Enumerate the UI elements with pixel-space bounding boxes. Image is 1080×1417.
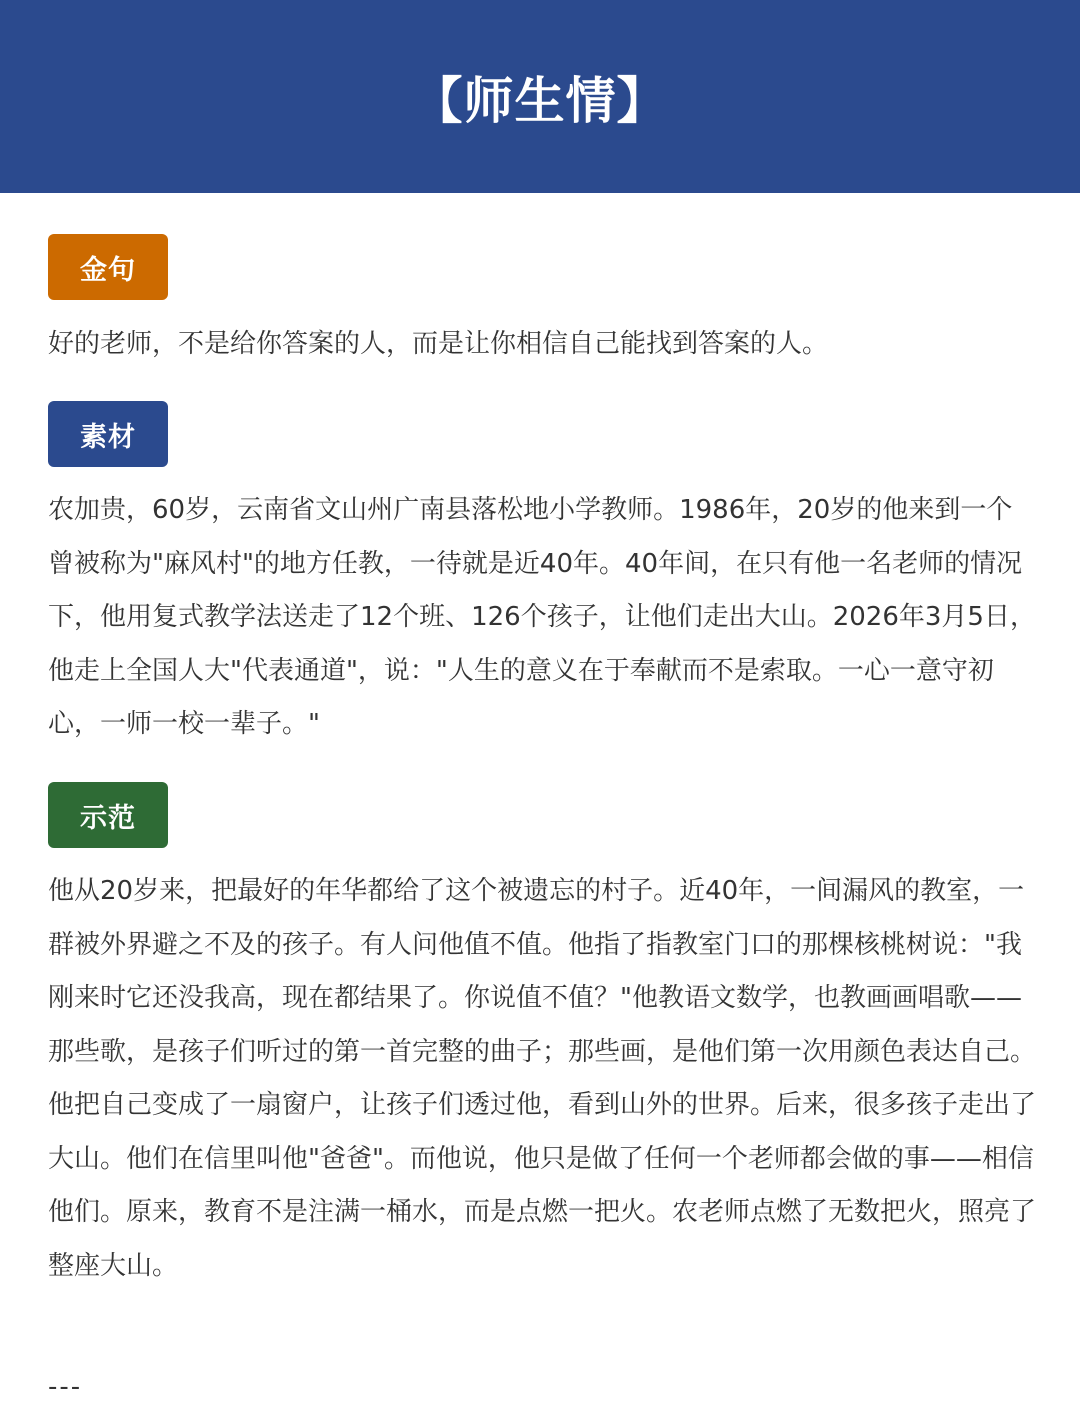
section-tag-demonstration: 示范 bbox=[48, 782, 168, 848]
page-title: 【师生情】 bbox=[412, 71, 668, 130]
section-tag-material: 素材 bbox=[48, 401, 168, 467]
section-tag-golden-quote: 金句 bbox=[48, 234, 168, 300]
demonstration-text: 他从20岁来，把最好的年华都给了这个被遗忘的村子。近40年，一间漏风的教室，一群被外界避之不及的孩子。有人问他值不值。他指了指教室门口的那棵核桃树说："我刚来时它还没我高，现在都结果了。你说值不值？"他教语文数学，也教画画唱歌——那些歌，是孩子们听过的第一首完整的曲子；那些画，是他们第一次用颜色表达自己。他把自己变成了一扇窗户，让孩子们透过他，看到山外的世界。后来，很多孩子走出了大山。他们在信里叫他"爸爸"。而他说，他只是做了任何一个老师都会做的事——相信他们。原来，教育不是注满一桶水，而是点燃一把火。农老师点燃了无数把火，照亮了整座大山。 bbox=[48, 876, 1037, 1281]
golden-quote-text: 好的老师，不是给你答案的人，而是让你相信自己能找到答案的人。 bbox=[48, 329, 829, 359]
footer-divider: --- bbox=[48, 1372, 83, 1402]
material-text: 农加贵，60岁，云南省文山州广南县落松地小学教师。1986年，20岁的他来到一个曾被称为"麻风村"的地方任教，一待就是近40年。40年间，在只有他一名老师的情况下，他用复式教学法送走了12个班、126个孩子，让他们走出大山。2026年3月5日，他走上全国人大"代表通道"，说："人生的意义在于奉献而不是索取。一心一意守初心，一师一校一辈子。" bbox=[48, 495, 1036, 739]
header-banner bbox=[0, 0, 1080, 193]
